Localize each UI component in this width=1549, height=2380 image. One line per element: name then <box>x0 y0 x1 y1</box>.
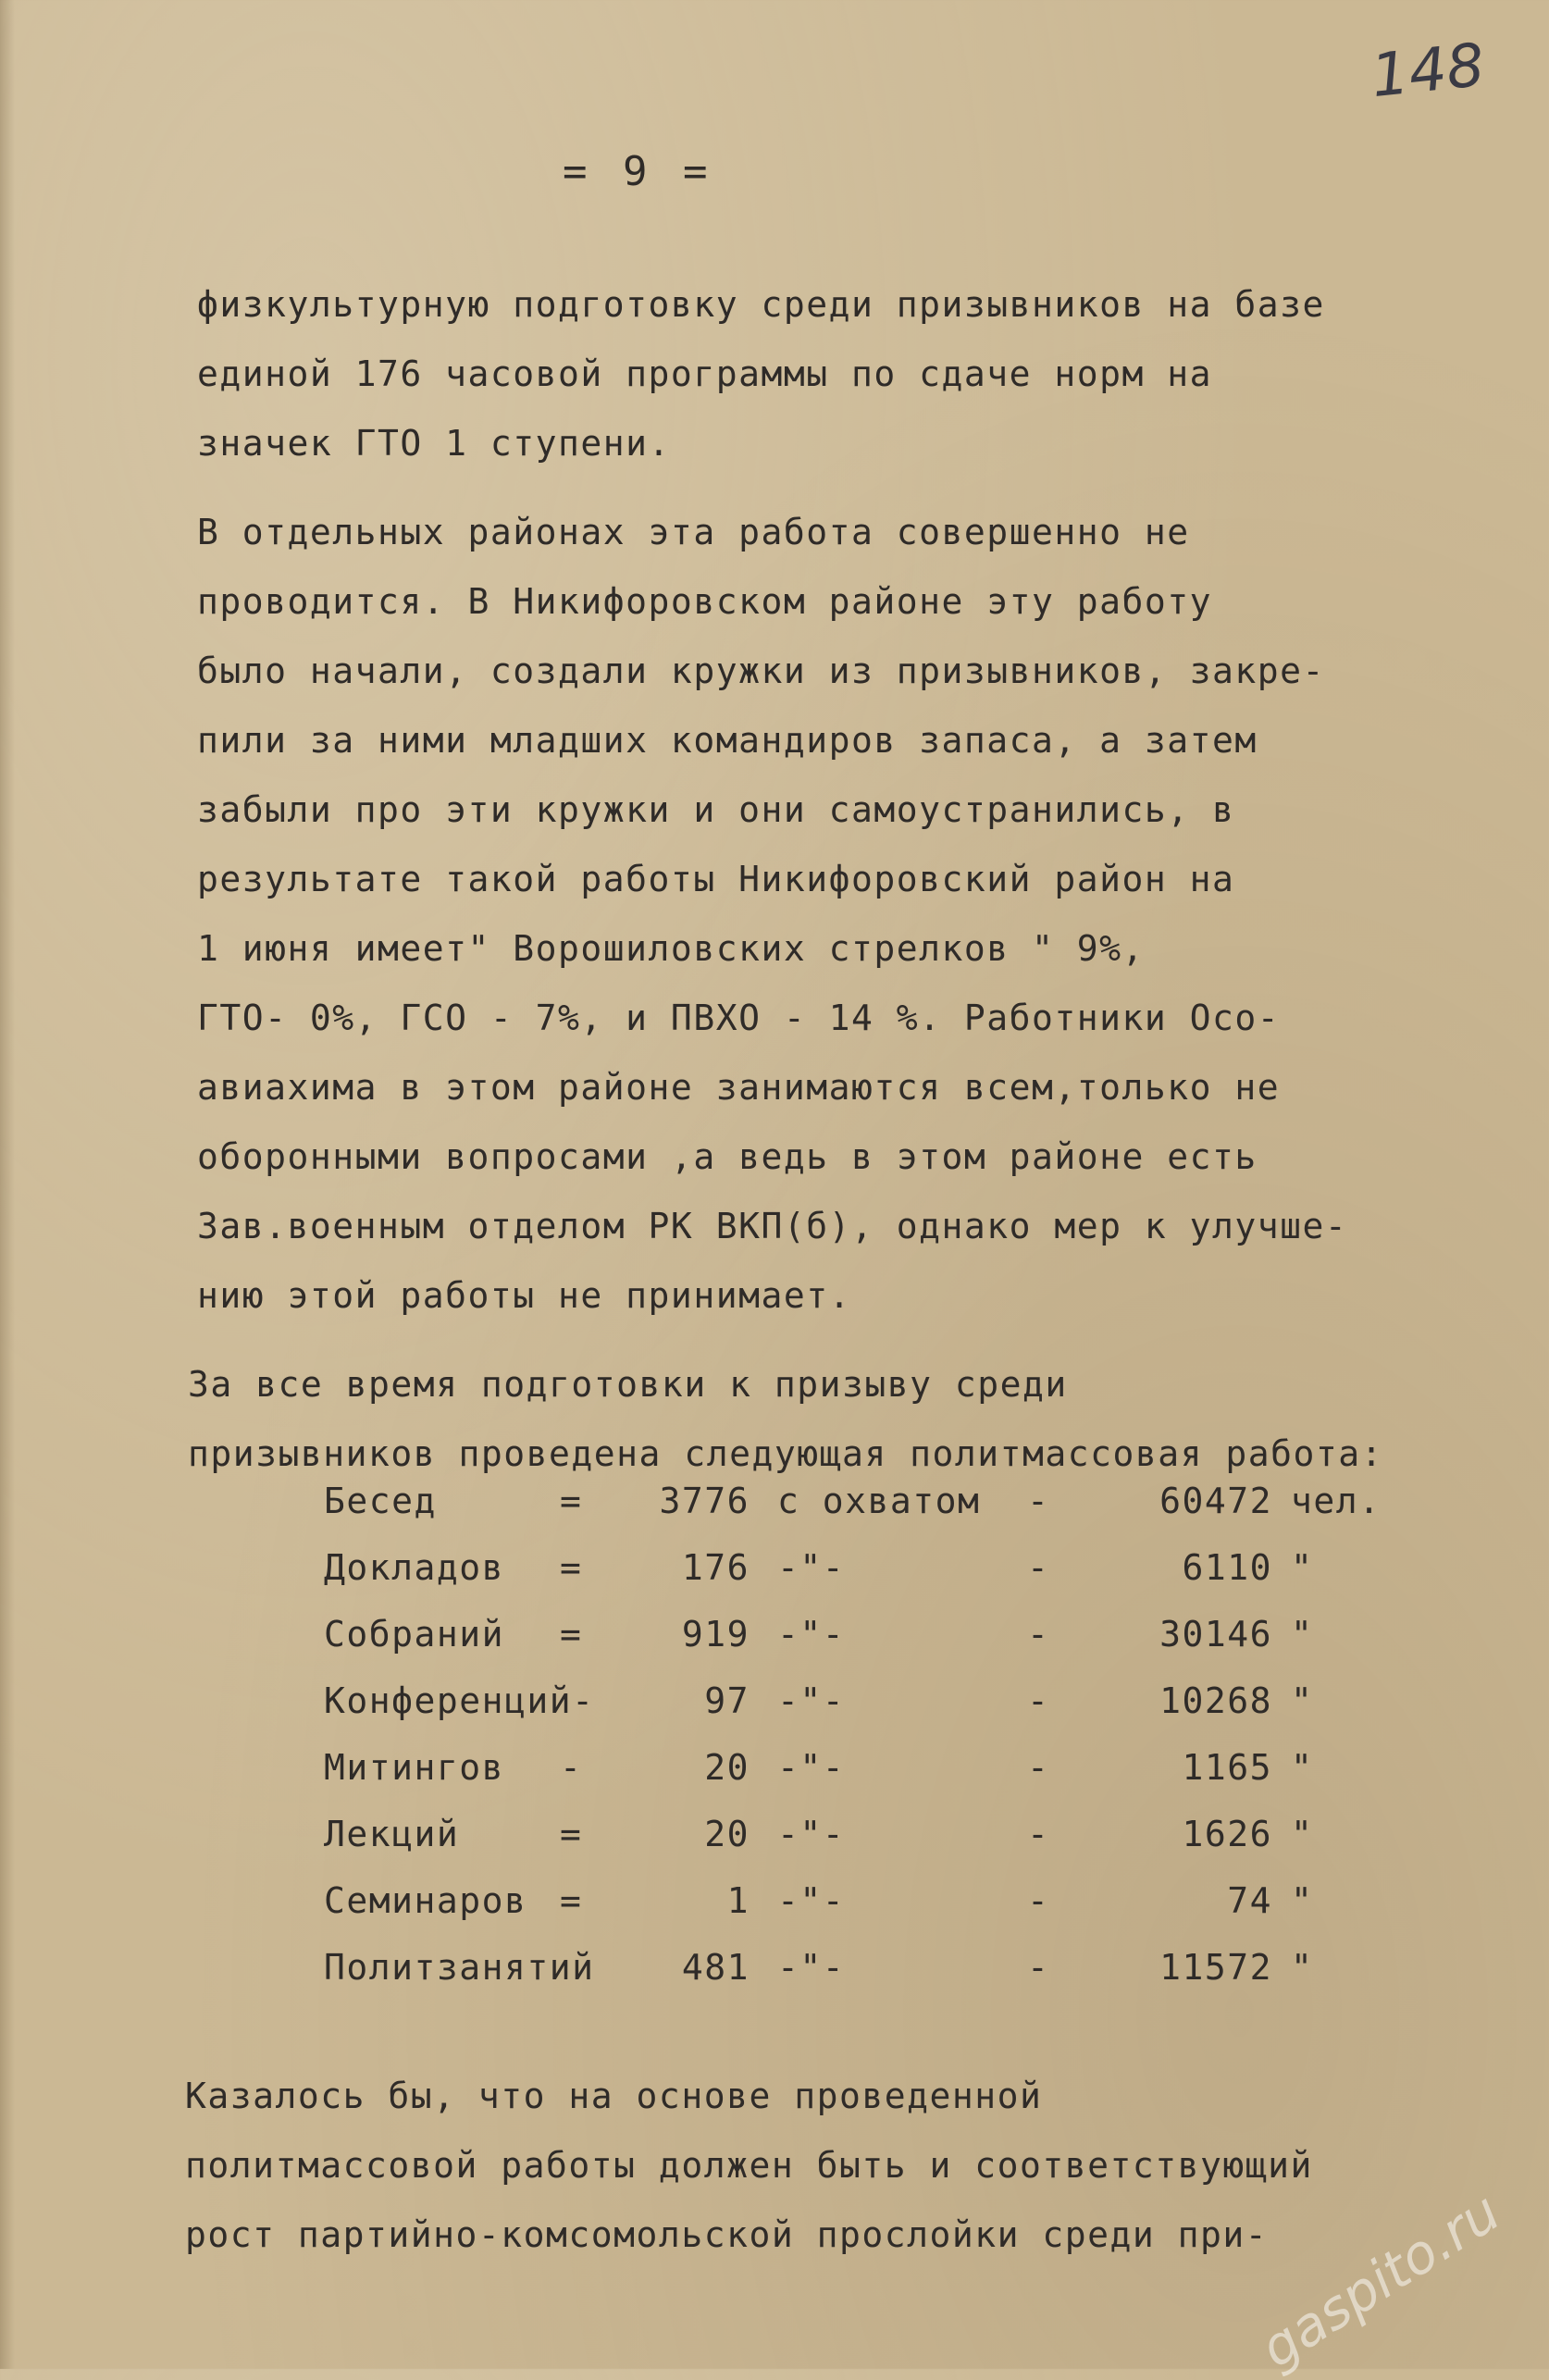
activity-count: 1 <box>726 1880 750 1921</box>
text-line: За все время подготовки к призыву среди <box>188 1364 1068 1405</box>
dash: - <box>1027 1880 1050 1921</box>
text-line: нию этой работы не принимает. <box>197 1275 851 1316</box>
coverage-label: -"- <box>777 1814 846 1854</box>
people-covered: 11572 <box>1159 1947 1272 1988</box>
coverage-label: -"- <box>777 1547 846 1588</box>
coverage-label: -"- <box>777 1880 846 1921</box>
dash: - <box>1027 1547 1050 1588</box>
people-covered: 1165 <box>1182 1747 1272 1788</box>
activity-name: Семинаров <box>324 1880 527 1921</box>
activity-count: 481 <box>681 1947 750 1988</box>
activity-name: Политзанятий <box>324 1947 595 1988</box>
activity-count: 20 <box>704 1814 750 1854</box>
page-edge <box>0 0 15 2369</box>
paragraph-1 <box>197 270 1325 478</box>
coverage-label: -"- <box>777 1614 846 1655</box>
people-covered: 30146 <box>1159 1614 1272 1655</box>
text-line: физкультурную подготовку среди призывников на базе <box>197 284 1325 325</box>
activity-count: 3776 <box>659 1481 750 1521</box>
coverage-label: с охватом <box>777 1481 981 1521</box>
text-line: политмассовой работы должен быть и соответствующий <box>185 2145 1313 2186</box>
paragraph-3 <box>188 1350 1383 1489</box>
text-line: значек ГТО 1 ступени. <box>197 423 671 464</box>
text-line: единой 176 часовой программы по сдаче норм на <box>197 353 1213 394</box>
text-line: В отдельных районах эта работа совершенно не <box>197 512 1190 552</box>
text-line: было начали, создали кружки из призывников, закре- <box>197 651 1325 691</box>
people-covered: 60472 <box>1159 1481 1272 1521</box>
unit: " <box>1291 1680 1314 1721</box>
text-line: рост партийно-комсомольской прослойки среди при- <box>185 2214 1269 2255</box>
unit: " <box>1291 1614 1314 1655</box>
text-line: пили за ними младших командиров запаса, а затем <box>197 720 1258 761</box>
equals-sign: = <box>560 1880 583 1921</box>
unit: " <box>1291 1947 1314 1988</box>
dash: - <box>1027 1947 1050 1988</box>
equals-sign: = <box>560 1481 583 1521</box>
text-line: призывников проведена следующая политмассовая работа: <box>188 1433 1384 1474</box>
equals-sign: = <box>560 1547 583 1588</box>
people-covered: 1626 <box>1182 1814 1272 1854</box>
text-line: результате такой работы Никифоровский район на <box>197 859 1235 899</box>
unit: " <box>1291 1747 1314 1788</box>
page-number: = 9 = <box>563 148 713 195</box>
text-line: авиахима в этом районе занимаются всем,только не <box>197 1067 1281 1108</box>
folio-number: 148 <box>1368 31 1488 112</box>
equals-sign: - <box>560 1747 583 1788</box>
watermark: gaspito.ru <box>1249 2179 1511 2380</box>
coverage-label: -"- <box>777 1680 846 1721</box>
activity-name: Конференций- <box>324 1680 595 1721</box>
unit: " <box>1291 1880 1314 1921</box>
people-covered: 74 <box>1227 1880 1272 1921</box>
text-line: проводится. В Никифоровском районе эту работу <box>197 581 1213 622</box>
activity-name: Собраний <box>324 1614 505 1655</box>
text-line: 1 июня имеет" Ворошиловских стрелков " 9%, <box>197 928 1145 969</box>
people-covered: 10268 <box>1159 1680 1272 1721</box>
dash: - <box>1027 1747 1050 1788</box>
coverage-label: -"- <box>777 1947 846 1988</box>
equals-sign: = <box>560 1814 583 1854</box>
text-line: ГТО- 0%, ГСО - 7%, и ПВХО - 14 %. Работники Осо- <box>197 998 1281 1038</box>
people-covered: 6110 <box>1182 1547 1272 1588</box>
text-line: забыли про эти кружки и они самоустранились, в <box>197 789 1235 830</box>
unit: " <box>1291 1814 1314 1854</box>
activity-name: Бесед <box>324 1481 437 1521</box>
paragraph-2 <box>197 498 1347 1331</box>
dash: - <box>1027 1481 1050 1521</box>
activity-name: Докладов <box>324 1547 505 1588</box>
text-line: оборонными вопросами ,а ведь в этом районе есть <box>197 1136 1258 1177</box>
activity-count: 176 <box>681 1547 750 1588</box>
activity-count: 919 <box>681 1614 750 1655</box>
text-line: Зав.военным отделом РК ВКП(б), однако мер к улучше- <box>197 1206 1348 1246</box>
activity-name: Лекций <box>324 1814 460 1854</box>
unit: " <box>1291 1547 1314 1588</box>
activity-count: 97 <box>704 1680 750 1721</box>
dash: - <box>1027 1814 1050 1854</box>
activity-count: 20 <box>704 1747 750 1788</box>
unit: чел. <box>1291 1481 1382 1521</box>
text-line: Казалось бы, что на основе проведенной <box>185 2076 1043 2116</box>
coverage-label: -"- <box>777 1747 846 1788</box>
dash: - <box>1027 1614 1050 1655</box>
activity-name: Митингов <box>324 1747 505 1788</box>
equals-sign: = <box>560 1614 583 1655</box>
paragraph-4 <box>185 2062 1313 2270</box>
dash: - <box>1027 1680 1050 1721</box>
